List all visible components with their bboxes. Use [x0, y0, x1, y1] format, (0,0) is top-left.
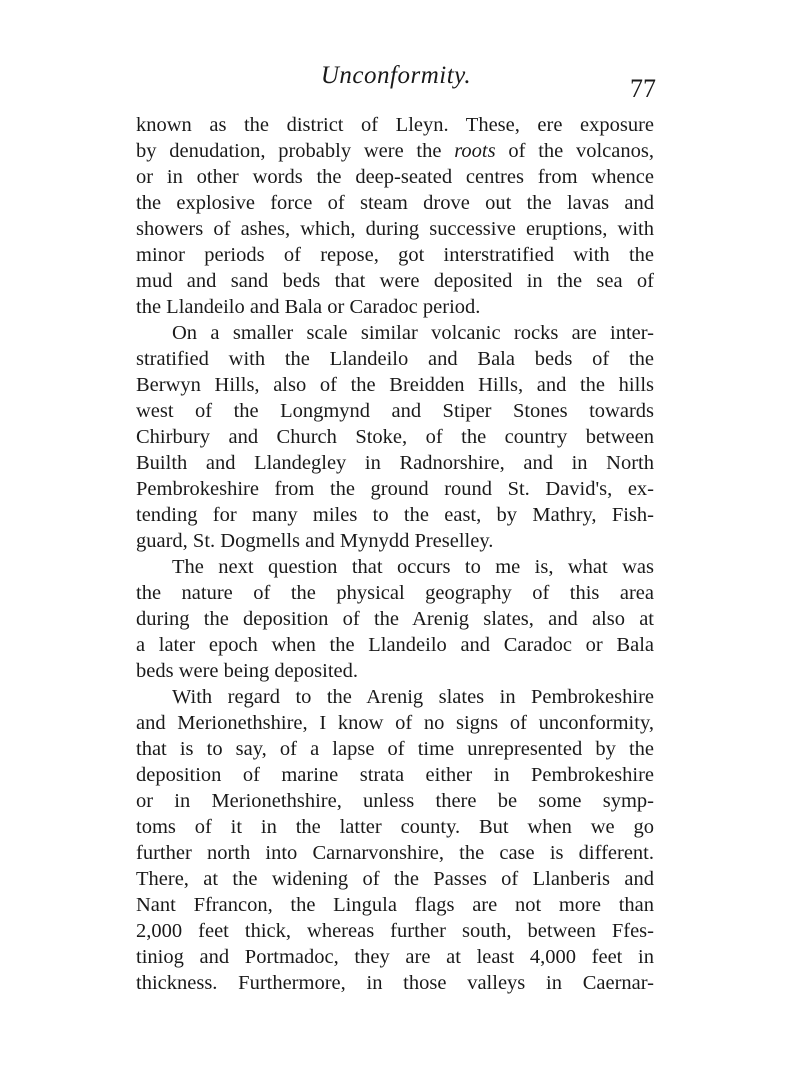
text-line: that is to say, of a lapse of time unrepresented by the — [136, 738, 654, 760]
text-line: There, at the widening of the Passes of Llanberis and — [136, 868, 654, 890]
text-line: 2,000 feet thick, whereas further south, between Ffes- — [136, 920, 654, 942]
text-line: during the deposition of the Arenig slates, and also at — [136, 608, 654, 630]
text-line: a later epoch when the Llandeilo and Caradoc or Bala — [136, 634, 654, 656]
page-header — [136, 62, 656, 102]
text-line: Nant Ffrancon, the Lingula flags are not more than — [136, 894, 654, 916]
text-line: tending for many miles to the east, by Mathry, Fish- — [136, 504, 654, 526]
text-line: toms of it in the latter county. But when we go — [136, 816, 654, 838]
page-number: 77 — [630, 74, 656, 103]
paragraph — [136, 554, 654, 684]
text-line: beds were being deposited. — [136, 660, 359, 682]
text-line: known as the district of Lleyn. These, ere exposure — [136, 114, 654, 136]
paragraph — [136, 320, 654, 554]
text-line: tiniog and Portmadoc, they are at least 4,000 feet in — [136, 946, 654, 968]
paragraph — [136, 684, 654, 996]
text-line: or in other words the deep-seated centres from whence — [136, 166, 654, 188]
text-line: Pembrokeshire from the ground round St. David's, ex- — [136, 478, 654, 500]
text-line: guard, St. Dogmells and Mynydd Preselley. — [136, 530, 494, 552]
text-line: the explosive force of steam drove out the lavas and — [136, 192, 654, 214]
text-line: minor periods of repose, got interstratified with the — [136, 244, 654, 266]
paragraph — [136, 112, 654, 320]
text-line: further north into Carnarvonshire, the case is different. — [136, 842, 654, 864]
text-line: deposition of marine strata either in Pembrokeshire — [136, 764, 654, 786]
text-line: west of the Longmynd and Stiper Stones towards — [136, 400, 654, 422]
text-line: the Llandeilo and Bala or Caradoc period. — [136, 296, 481, 318]
text-line: thickness. Furthermore, in those valleys in Caernar- — [136, 972, 654, 994]
text-line: stratified with the Llandeilo and Bala beds of the — [136, 348, 654, 370]
running-title: Unconformity. — [320, 62, 472, 89]
text-line: Chirbury and Church Stoke, of the country between — [136, 426, 654, 448]
text-line: mud and sand beds that were deposited in the sea of — [136, 270, 654, 292]
text-line: The next question that occurs to me is, what was — [172, 556, 654, 578]
text-line: the nature of the physical geography of this area — [136, 582, 654, 604]
text-line: Berwyn Hills, also of the Breidden Hills, and the hills — [136, 374, 654, 396]
body-text — [136, 112, 654, 996]
text-line: showers of ashes, which, during successive eruptions, with — [136, 218, 654, 240]
text-line: With regard to the Arenig slates in Pembrokeshire — [172, 686, 654, 708]
text-line: On a smaller scale similar volcanic rocks are inter- — [172, 322, 654, 344]
text-line: by denudation, probably were the roots of the volcanos, — [136, 140, 654, 162]
text-line: and Merionethshire, I know of no signs of unconformity, — [136, 712, 654, 734]
text-line: Builth and Llandegley in Radnorshire, and in North — [136, 452, 654, 474]
emphasis: roots — [454, 140, 496, 162]
text-line: or in Merionethshire, unless there be some symp- — [136, 790, 654, 812]
